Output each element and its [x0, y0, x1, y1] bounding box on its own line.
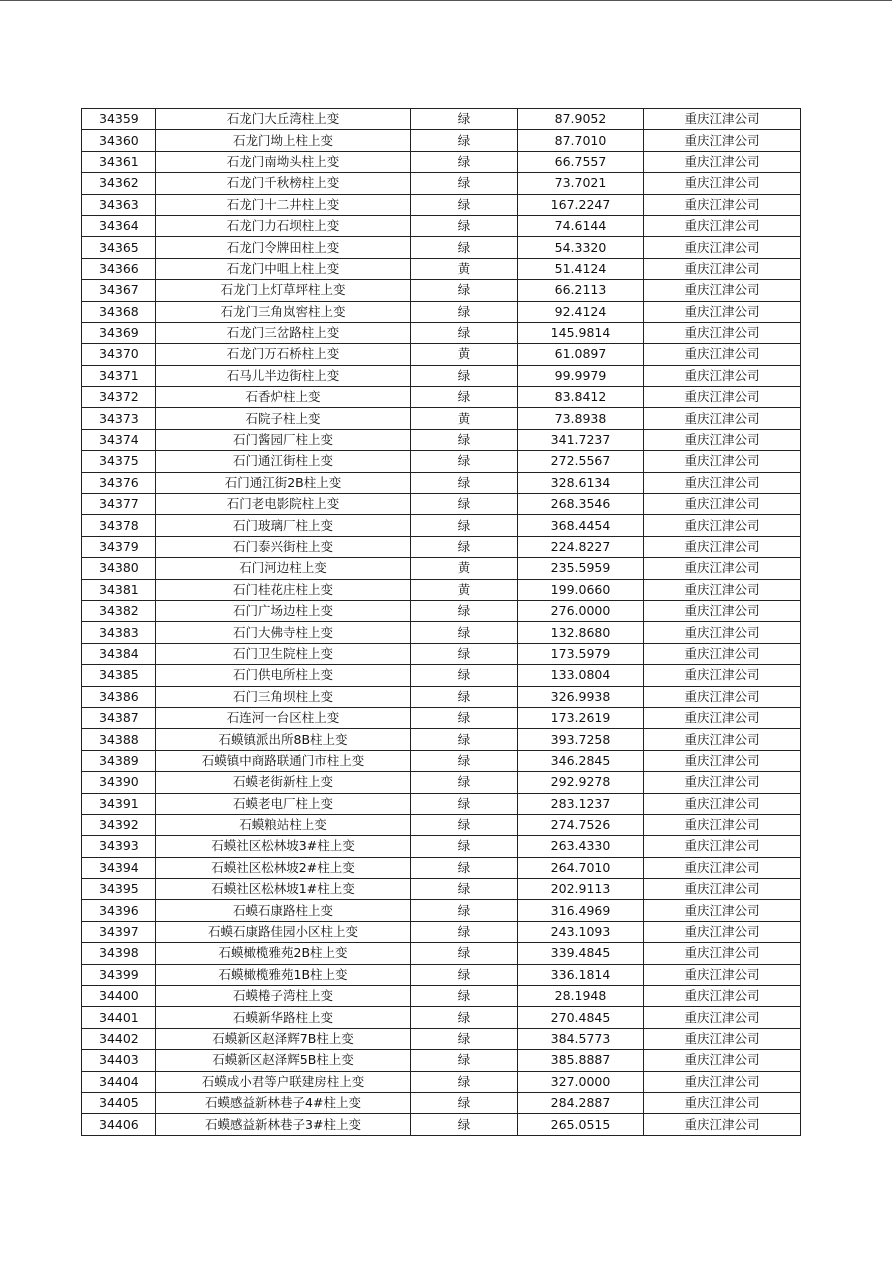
company-cell: 重庆江津公司 — [644, 964, 801, 985]
table-row — [82, 772, 801, 793]
company-cell: 重庆江津公司 — [644, 600, 801, 621]
table-row — [82, 365, 801, 386]
table-row — [82, 814, 801, 835]
value-cell: 274.7526 — [518, 814, 644, 835]
transformer-name-cell: 石龙门上灯草坪柱上变 — [156, 280, 411, 301]
row-id-cell: 34385 — [82, 665, 156, 686]
company-cell: 重庆江津公司 — [644, 515, 801, 536]
row-id-cell: 34371 — [82, 365, 156, 386]
row-id-cell: 34380 — [82, 558, 156, 579]
row-id-cell: 34393 — [82, 836, 156, 857]
table-row — [82, 1114, 801, 1135]
table-row — [82, 109, 801, 130]
status-color-cell: 绿 — [411, 772, 518, 793]
value-cell: 202.9113 — [518, 879, 644, 900]
transformer-name-cell: 石龙门南坳头柱上变 — [156, 151, 411, 172]
transformer-name-cell: 石龙门万石桥柱上变 — [156, 344, 411, 365]
transformer-name-cell: 石蟆新区赵泽辉5B柱上变 — [156, 1050, 411, 1071]
row-id-cell: 34400 — [82, 986, 156, 1007]
row-id-cell: 34384 — [82, 643, 156, 664]
row-id-cell: 34406 — [82, 1114, 156, 1135]
transformer-name-cell: 石蟆社区松林坡2#柱上变 — [156, 857, 411, 878]
value-cell: 393.7258 — [518, 729, 644, 750]
transformer-name-cell: 石龙门三岔路柱上变 — [156, 322, 411, 343]
company-cell: 重庆江津公司 — [644, 280, 801, 301]
table-row — [82, 280, 801, 301]
value-cell: 199.0660 — [518, 579, 644, 600]
row-id-cell: 34392 — [82, 814, 156, 835]
row-id-cell: 34367 — [82, 280, 156, 301]
transformer-name-cell: 石连河一台区柱上变 — [156, 707, 411, 728]
table-row — [82, 1071, 801, 1092]
transformer-name-cell: 石蟆橄榄雅苑1B柱上变 — [156, 964, 411, 985]
company-cell: 重庆江津公司 — [644, 387, 801, 408]
transformer-name-cell: 石蟆社区松林坡3#柱上变 — [156, 836, 411, 857]
table-row — [82, 857, 801, 878]
company-cell: 重庆江津公司 — [644, 943, 801, 964]
row-id-cell: 34391 — [82, 793, 156, 814]
row-id-cell: 34388 — [82, 729, 156, 750]
status-color-cell: 绿 — [411, 814, 518, 835]
table-row — [82, 558, 801, 579]
status-color-cell: 绿 — [411, 365, 518, 386]
value-cell: 167.2247 — [518, 194, 644, 215]
table-row — [82, 173, 801, 194]
value-cell: 243.1093 — [518, 921, 644, 942]
transformer-name-cell: 石蟆粮站柱上变 — [156, 814, 411, 835]
transformer-name-cell: 石龙门力石坝柱上变 — [156, 215, 411, 236]
row-id-cell: 34401 — [82, 1007, 156, 1028]
table-row — [82, 900, 801, 921]
transformer-name-cell: 石蟆石康路柱上变 — [156, 900, 411, 921]
row-id-cell: 34362 — [82, 173, 156, 194]
company-cell: 重庆江津公司 — [644, 301, 801, 322]
value-cell: 224.8227 — [518, 536, 644, 557]
transformer-name-cell: 石门通江街柱上变 — [156, 451, 411, 472]
value-cell: 272.5567 — [518, 451, 644, 472]
value-cell: 132.8680 — [518, 622, 644, 643]
value-cell: 284.2887 — [518, 1092, 644, 1113]
row-id-cell: 34375 — [82, 451, 156, 472]
row-id-cell: 34397 — [82, 921, 156, 942]
company-cell: 重庆江津公司 — [644, 130, 801, 151]
transformer-name-cell: 石龙门千秋榜柱上变 — [156, 173, 411, 194]
row-id-cell: 34365 — [82, 237, 156, 258]
company-cell: 重庆江津公司 — [644, 237, 801, 258]
table-row — [82, 707, 801, 728]
company-cell: 重庆江津公司 — [644, 215, 801, 236]
status-color-cell: 绿 — [411, 986, 518, 1007]
status-color-cell: 绿 — [411, 643, 518, 664]
status-color-cell: 绿 — [411, 1071, 518, 1092]
row-id-cell: 34387 — [82, 707, 156, 728]
row-id-cell: 34377 — [82, 494, 156, 515]
value-cell: 66.7557 — [518, 151, 644, 172]
transformer-name-cell: 石龙门中咀上柱上变 — [156, 258, 411, 279]
table-row — [82, 301, 801, 322]
table-row — [82, 515, 801, 536]
table-row — [82, 750, 801, 771]
company-cell: 重庆江津公司 — [644, 1114, 801, 1135]
table-row — [82, 344, 801, 365]
company-cell: 重庆江津公司 — [644, 109, 801, 130]
company-cell: 重庆江津公司 — [644, 814, 801, 835]
table-row — [82, 1092, 801, 1113]
table-row — [82, 194, 801, 215]
table-row — [82, 151, 801, 172]
value-cell: 54.3320 — [518, 237, 644, 258]
value-cell: 73.7021 — [518, 173, 644, 194]
company-cell: 重庆江津公司 — [644, 322, 801, 343]
transformer-name-cell: 石龙门十二井柱上变 — [156, 194, 411, 215]
transformer-name-cell: 石蟆感益新林巷子3#柱上变 — [156, 1114, 411, 1135]
value-cell: 339.4845 — [518, 943, 644, 964]
row-id-cell: 34398 — [82, 943, 156, 964]
transformer-name-cell: 石门老电影院柱上变 — [156, 494, 411, 515]
value-cell: 173.2619 — [518, 707, 644, 728]
row-id-cell: 34360 — [82, 130, 156, 151]
company-cell: 重庆江津公司 — [644, 408, 801, 429]
status-color-cell: 绿 — [411, 900, 518, 921]
table-row — [82, 622, 801, 643]
table-row — [82, 1028, 801, 1049]
value-cell: 385.8887 — [518, 1050, 644, 1071]
value-cell: 145.9814 — [518, 322, 644, 343]
value-cell: 346.2845 — [518, 750, 644, 771]
company-cell: 重庆江津公司 — [644, 194, 801, 215]
row-id-cell: 34372 — [82, 387, 156, 408]
status-color-cell: 绿 — [411, 836, 518, 857]
status-color-cell: 绿 — [411, 943, 518, 964]
row-id-cell: 34389 — [82, 750, 156, 771]
company-cell: 重庆江津公司 — [644, 836, 801, 857]
value-cell: 235.5959 — [518, 558, 644, 579]
table-row — [82, 322, 801, 343]
transformer-name-cell: 石门三角坝柱上变 — [156, 686, 411, 707]
transformer-name-cell: 石蟆橄榄雅苑2B柱上变 — [156, 943, 411, 964]
transformer-name-cell: 石蟆社区松林坡1#柱上变 — [156, 879, 411, 900]
row-id-cell: 34396 — [82, 900, 156, 921]
table-row — [82, 1007, 801, 1028]
value-cell: 265.0515 — [518, 1114, 644, 1135]
company-cell: 重庆江津公司 — [644, 729, 801, 750]
value-cell: 328.6134 — [518, 472, 644, 493]
status-color-cell: 绿 — [411, 707, 518, 728]
status-color-cell: 绿 — [411, 151, 518, 172]
company-cell: 重庆江津公司 — [644, 494, 801, 515]
status-color-cell: 绿 — [411, 322, 518, 343]
row-id-cell: 34399 — [82, 964, 156, 985]
status-color-cell: 绿 — [411, 494, 518, 515]
value-cell: 28.1948 — [518, 986, 644, 1007]
company-cell: 重庆江津公司 — [644, 1028, 801, 1049]
transformer-name-cell: 石蟆新区赵泽辉7B柱上变 — [156, 1028, 411, 1049]
table-row — [82, 215, 801, 236]
status-color-cell: 绿 — [411, 429, 518, 450]
company-cell: 重庆江津公司 — [644, 258, 801, 279]
company-cell: 重庆江津公司 — [644, 579, 801, 600]
status-color-cell: 绿 — [411, 729, 518, 750]
company-cell: 重庆江津公司 — [644, 558, 801, 579]
table-row — [82, 258, 801, 279]
value-cell: 173.5979 — [518, 643, 644, 664]
transformer-name-cell: 石龙门令牌田柱上变 — [156, 237, 411, 258]
row-id-cell: 34363 — [82, 194, 156, 215]
transformer-name-cell: 石龙门三角岚窖柱上变 — [156, 301, 411, 322]
company-cell: 重庆江津公司 — [644, 900, 801, 921]
value-cell: 263.4330 — [518, 836, 644, 857]
status-color-cell: 绿 — [411, 686, 518, 707]
status-color-cell: 绿 — [411, 109, 518, 130]
company-cell: 重庆江津公司 — [644, 643, 801, 664]
value-cell: 341.7237 — [518, 429, 644, 450]
value-cell: 92.4124 — [518, 301, 644, 322]
value-cell: 336.1814 — [518, 964, 644, 985]
company-cell: 重庆江津公司 — [644, 686, 801, 707]
page-top-border — [0, 0, 892, 1]
transformer-name-cell: 石蟆成小君等户联建房柱上变 — [156, 1071, 411, 1092]
row-id-cell: 34390 — [82, 772, 156, 793]
status-color-cell: 绿 — [411, 173, 518, 194]
transformer-name-cell: 石门河边柱上变 — [156, 558, 411, 579]
company-cell: 重庆江津公司 — [644, 472, 801, 493]
status-color-cell: 绿 — [411, 237, 518, 258]
table-row — [82, 643, 801, 664]
table-row — [82, 921, 801, 942]
company-cell: 重庆江津公司 — [644, 429, 801, 450]
transformer-name-cell: 石院子柱上变 — [156, 408, 411, 429]
company-cell: 重庆江津公司 — [644, 665, 801, 686]
row-id-cell: 34378 — [82, 515, 156, 536]
company-cell: 重庆江津公司 — [644, 857, 801, 878]
value-cell: 133.0804 — [518, 665, 644, 686]
table-row — [82, 429, 801, 450]
status-color-cell: 黄 — [411, 408, 518, 429]
table-row — [82, 665, 801, 686]
row-id-cell: 34376 — [82, 472, 156, 493]
value-cell: 73.8938 — [518, 408, 644, 429]
status-color-cell: 绿 — [411, 665, 518, 686]
status-color-cell: 绿 — [411, 536, 518, 557]
value-cell: 264.7010 — [518, 857, 644, 878]
company-cell: 重庆江津公司 — [644, 451, 801, 472]
transformer-name-cell: 石蟆棬子湾柱上变 — [156, 986, 411, 1007]
transformer-name-cell: 石门大佛寺柱上变 — [156, 622, 411, 643]
transformer-name-cell: 石蟆镇派出所8B柱上变 — [156, 729, 411, 750]
status-color-cell: 绿 — [411, 921, 518, 942]
value-cell: 326.9938 — [518, 686, 644, 707]
table-row — [82, 494, 801, 515]
status-color-cell: 黄 — [411, 579, 518, 600]
company-cell: 重庆江津公司 — [644, 622, 801, 643]
table-row — [82, 600, 801, 621]
value-cell: 87.7010 — [518, 130, 644, 151]
table-row — [82, 451, 801, 472]
transformer-name-cell: 石龙门大丘湾柱上变 — [156, 109, 411, 130]
status-color-cell: 绿 — [411, 472, 518, 493]
table-row — [82, 536, 801, 557]
value-cell: 268.3546 — [518, 494, 644, 515]
row-id-cell: 34368 — [82, 301, 156, 322]
table-row — [82, 964, 801, 985]
transformer-name-cell: 石门酱园厂柱上变 — [156, 429, 411, 450]
transformer-name-cell: 石蟆镇中商路联通门市柱上变 — [156, 750, 411, 771]
transformer-name-cell: 石门通江街2B柱上变 — [156, 472, 411, 493]
row-id-cell: 34373 — [82, 408, 156, 429]
company-cell: 重庆江津公司 — [644, 986, 801, 1007]
row-id-cell: 34395 — [82, 879, 156, 900]
transformer-name-cell: 石蟆石康路佳园小区柱上变 — [156, 921, 411, 942]
row-id-cell: 34359 — [82, 109, 156, 130]
status-color-cell: 绿 — [411, 515, 518, 536]
value-cell: 283.1237 — [518, 793, 644, 814]
company-cell: 重庆江津公司 — [644, 1071, 801, 1092]
value-cell: 61.0897 — [518, 344, 644, 365]
status-color-cell: 绿 — [411, 130, 518, 151]
row-id-cell: 34403 — [82, 1050, 156, 1071]
value-cell: 87.9052 — [518, 109, 644, 130]
value-cell: 292.9278 — [518, 772, 644, 793]
transformer-name-cell: 石门供电所柱上变 — [156, 665, 411, 686]
value-cell: 276.0000 — [518, 600, 644, 621]
table-row — [82, 387, 801, 408]
transformer-name-cell: 石门广场边柱上变 — [156, 600, 411, 621]
transformer-name-cell: 石香炉柱上变 — [156, 387, 411, 408]
status-color-cell: 绿 — [411, 600, 518, 621]
transformer-name-cell: 石马儿半边街柱上变 — [156, 365, 411, 386]
status-color-cell: 绿 — [411, 857, 518, 878]
value-cell: 51.4124 — [518, 258, 644, 279]
company-cell: 重庆江津公司 — [644, 772, 801, 793]
company-cell: 重庆江津公司 — [644, 879, 801, 900]
table-row — [82, 729, 801, 750]
table-row — [82, 986, 801, 1007]
status-color-cell: 绿 — [411, 1114, 518, 1135]
value-cell: 74.6144 — [518, 215, 644, 236]
status-color-cell: 绿 — [411, 964, 518, 985]
row-id-cell: 34381 — [82, 579, 156, 600]
table-row — [82, 1050, 801, 1071]
status-color-cell: 绿 — [411, 451, 518, 472]
company-cell: 重庆江津公司 — [644, 1050, 801, 1071]
status-color-cell: 黄 — [411, 258, 518, 279]
table-row — [82, 237, 801, 258]
table-row — [82, 879, 801, 900]
row-id-cell: 34404 — [82, 1071, 156, 1092]
company-cell: 重庆江津公司 — [644, 1092, 801, 1113]
status-color-cell: 绿 — [411, 194, 518, 215]
status-color-cell: 绿 — [411, 622, 518, 643]
status-color-cell: 绿 — [411, 1050, 518, 1071]
company-cell: 重庆江津公司 — [644, 173, 801, 194]
status-color-cell: 绿 — [411, 1092, 518, 1113]
transformer-name-cell: 石蟆感益新林巷子4#柱上变 — [156, 1092, 411, 1113]
row-id-cell: 34402 — [82, 1028, 156, 1049]
company-cell: 重庆江津公司 — [644, 707, 801, 728]
row-id-cell: 34369 — [82, 322, 156, 343]
status-color-cell: 绿 — [411, 879, 518, 900]
transformer-name-cell: 石门玻璃厂柱上变 — [156, 515, 411, 536]
table-row — [82, 130, 801, 151]
status-color-cell: 绿 — [411, 1007, 518, 1028]
transformer-table — [81, 108, 801, 1136]
transformer-name-cell: 石蟆新华路柱上变 — [156, 1007, 411, 1028]
table-row — [82, 579, 801, 600]
row-id-cell: 34364 — [82, 215, 156, 236]
row-id-cell: 34361 — [82, 151, 156, 172]
status-color-cell: 黄 — [411, 344, 518, 365]
row-id-cell: 34366 — [82, 258, 156, 279]
table-row — [82, 408, 801, 429]
value-cell: 327.0000 — [518, 1071, 644, 1092]
status-color-cell: 绿 — [411, 301, 518, 322]
row-id-cell: 34374 — [82, 429, 156, 450]
table-row — [82, 793, 801, 814]
company-cell: 重庆江津公司 — [644, 344, 801, 365]
company-cell: 重庆江津公司 — [644, 1007, 801, 1028]
company-cell: 重庆江津公司 — [644, 536, 801, 557]
status-color-cell: 绿 — [411, 215, 518, 236]
transformer-name-cell: 石门卫生院柱上变 — [156, 643, 411, 664]
table-row — [82, 836, 801, 857]
transformer-name-cell: 石门桂花庄柱上变 — [156, 579, 411, 600]
value-cell: 368.4454 — [518, 515, 644, 536]
status-color-cell: 绿 — [411, 387, 518, 408]
value-cell: 66.2113 — [518, 280, 644, 301]
table-row — [82, 943, 801, 964]
transformer-name-cell: 石门泰兴街柱上变 — [156, 536, 411, 557]
value-cell: 270.4845 — [518, 1007, 644, 1028]
status-color-cell: 黄 — [411, 558, 518, 579]
table-row — [82, 472, 801, 493]
row-id-cell: 34383 — [82, 622, 156, 643]
company-cell: 重庆江津公司 — [644, 151, 801, 172]
row-id-cell: 34379 — [82, 536, 156, 557]
value-cell: 83.8412 — [518, 387, 644, 408]
company-cell: 重庆江津公司 — [644, 793, 801, 814]
row-id-cell: 34405 — [82, 1092, 156, 1113]
status-color-cell: 绿 — [411, 750, 518, 771]
value-cell: 99.9979 — [518, 365, 644, 386]
company-cell: 重庆江津公司 — [644, 750, 801, 771]
row-id-cell: 34370 — [82, 344, 156, 365]
transformer-name-cell: 石蟆老街新柱上变 — [156, 772, 411, 793]
row-id-cell: 34394 — [82, 857, 156, 878]
table-row — [82, 686, 801, 707]
value-cell: 316.4969 — [518, 900, 644, 921]
value-cell: 384.5773 — [518, 1028, 644, 1049]
status-color-cell: 绿 — [411, 1028, 518, 1049]
status-color-cell: 绿 — [411, 280, 518, 301]
company-cell: 重庆江津公司 — [644, 921, 801, 942]
status-color-cell: 绿 — [411, 793, 518, 814]
row-id-cell: 34386 — [82, 686, 156, 707]
transformer-name-cell: 石龙门坳上柱上变 — [156, 130, 411, 151]
transformer-name-cell: 石蟆老电厂柱上变 — [156, 793, 411, 814]
row-id-cell: 34382 — [82, 600, 156, 621]
company-cell: 重庆江津公司 — [644, 365, 801, 386]
